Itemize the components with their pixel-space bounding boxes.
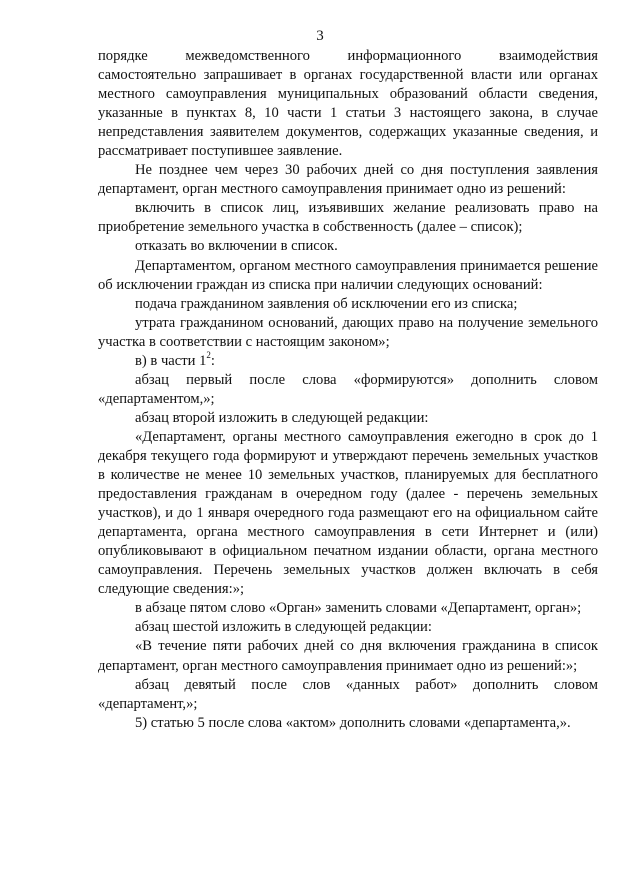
paragraph: абзац девятый после слов «данных работ» дополнить словом «департамент,»; — [98, 676, 598, 712]
paragraph: утрата гражданином оснований, дающих право на получение земельного участка в соответствии с настоящим законом»; — [98, 314, 598, 350]
paragraph: абзац второй изложить в следующей редакции: — [135, 409, 429, 426]
page-number: 3 — [316, 28, 324, 44]
paragraph: подача гражданином заявления об исключении его из списка; — [135, 295, 518, 312]
paragraph: отказать во включении в список. — [135, 238, 338, 255]
paragraph: Департаментом, органом местного самоуправления принимается решение об исключении граждан из списка при наличии следующих оснований: — [98, 257, 598, 293]
paragraph: «Департамент, органы местного самоуправления ежегодно в срок до 1 декабря текущего года формируют и утверждают перечень земельных участков в количестве не менее 10 земельных участков, планируемых для бесплатного предоставления гражданам в очередном году (далее - перечень земельных участков), и до 1 января очередного года размещают его на официальном сайте департамента, органа местного самоуправления в сети Интернет и (или) опубликовывают в официальном печатном издании области, органа местного самоуправления. Перечень земельных участков должен включать в себя следующие сведения:»; — [98, 428, 598, 598]
paragraph: включить в список лиц, изъявивших желание реализовать право на приобретение земельного участка в собственность (далее – список); — [98, 200, 598, 236]
paragraph: порядке межведомственного информационного взаимодействия самостоятельно запрашивает в органах государственной власти или органах местного самоуправления муниципальных образований области сведения, указанные в пунктах 8, 10 части 1 статьи 3 настоящего закона, в случае непредставления заявителем документов, содержащих указанные сведения, и рассматривает поступившее заявление. — [98, 48, 598, 160]
paragraph: в абзаце пятом слово «Орган» заменить словами «Департамент, орган»; — [135, 600, 582, 617]
paragraph: абзац шестой изложить в следующей редакции: — [135, 619, 432, 636]
superscript: 2 — [206, 349, 211, 360]
paragraph: абзац первый после слова «формируются» дополнить словом «департаментом,»; — [98, 371, 598, 407]
paragraph: в) в части $1^2$: — [135, 349, 215, 369]
paragraph: «В течение пяти рабочих дней со дня включения гражданина в список департамент, орган местного самоуправления принимает одно из решений:»; — [98, 638, 598, 674]
paragraph: Не позднее чем через 30 рабочих дней со дня поступления заявления департамент, орган местного самоуправления принимает одно из решений: — [98, 162, 598, 198]
paragraph: 5) статью 5 после слова «актом» дополнить словами «департамента,». — [135, 714, 571, 731]
document-body — [98, 47, 598, 733]
